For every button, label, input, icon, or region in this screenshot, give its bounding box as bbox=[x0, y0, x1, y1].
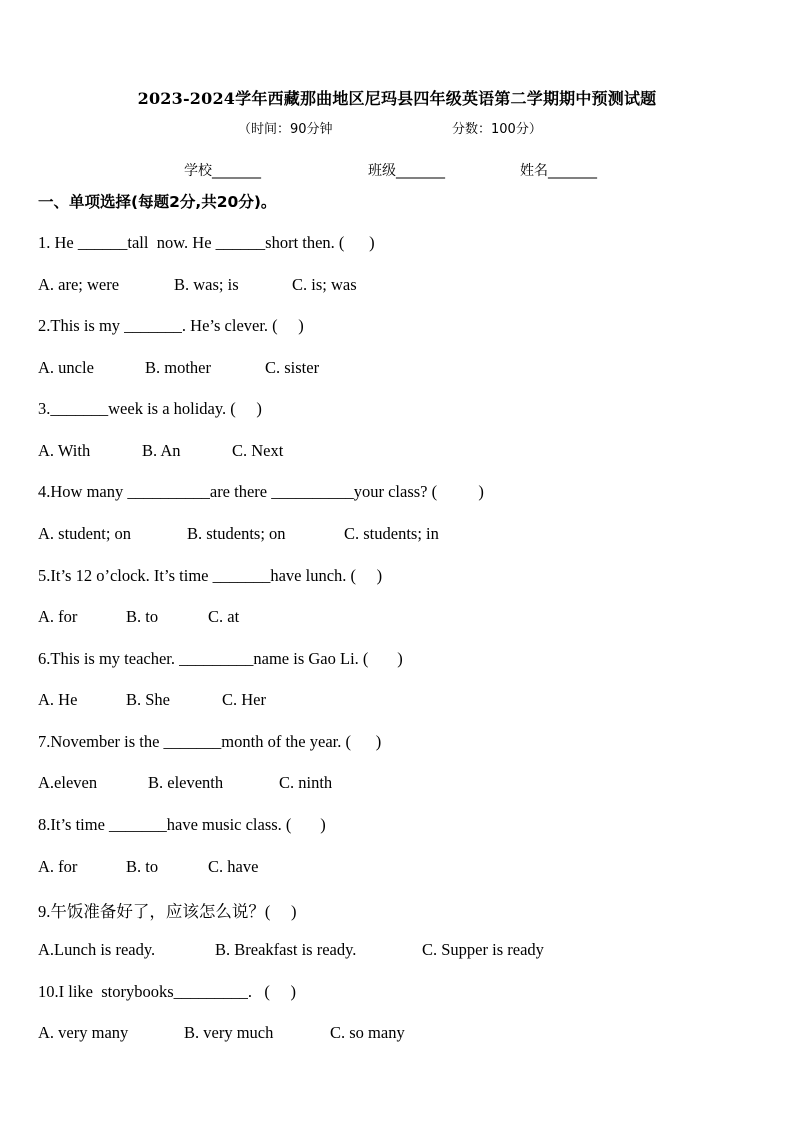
option-c: C. ninth bbox=[279, 773, 333, 792]
exam-title: 2023-2024学年西藏那曲地区尼玛县四年级英语第二学期期中预测试题 bbox=[137, 89, 657, 108]
option-b: B. mother bbox=[145, 358, 211, 377]
option-c: C. have bbox=[208, 857, 259, 876]
school-field: 学校_______ bbox=[184, 163, 261, 179]
option-a: A. very many bbox=[38, 1023, 129, 1042]
question-stem: 1. He ______tall now. He ______short then. ( ) bbox=[38, 233, 375, 252]
option-c: C. at bbox=[208, 607, 240, 626]
exam-score: 分数：100分） bbox=[452, 122, 542, 137]
option-b: B. An bbox=[142, 441, 181, 460]
option-c: C. Her bbox=[222, 690, 266, 709]
class-field: 班级_______ bbox=[368, 163, 445, 179]
option-a: A. for bbox=[38, 607, 78, 626]
option-a: A. uncle bbox=[38, 358, 94, 377]
option-a: A. With bbox=[38, 441, 91, 460]
option-a: A. He bbox=[38, 690, 78, 709]
option-b: B. She bbox=[126, 690, 171, 709]
option-c: C. sister bbox=[265, 358, 320, 377]
option-a: A.Lunch is ready. bbox=[38, 940, 156, 959]
option-b: B. Breakfast is ready. bbox=[215, 940, 357, 959]
option-b: B. to bbox=[126, 857, 159, 876]
question-stem: 10.I like storybooks_________. ( ) bbox=[38, 982, 297, 1001]
option-c: C. students; in bbox=[344, 524, 439, 543]
option-a: A.eleven bbox=[38, 773, 98, 792]
section-heading: 一、单项选择(每题2分,共20分)。 bbox=[38, 193, 277, 211]
option-a: A. are; were bbox=[38, 275, 120, 294]
question-stem: 7.November is the _______month of the year. ( ) bbox=[38, 732, 382, 751]
option-a: A. student; on bbox=[38, 524, 132, 543]
question-stem: 8.It’s time _______have music class. ( ) bbox=[38, 815, 326, 834]
option-b: B. eleventh bbox=[148, 773, 224, 792]
question-stem: 5.It’s 12 o’clock. It’s time _______have lunch. ( ) bbox=[38, 566, 383, 585]
option-c: C. so many bbox=[330, 1023, 405, 1042]
option-b: B. to bbox=[126, 607, 159, 626]
option-b: B. very much bbox=[184, 1023, 274, 1042]
option-b: B. was; is bbox=[174, 275, 239, 294]
option-c: C. Supper is ready bbox=[422, 940, 544, 959]
question-stem: 9.午饭准备好了，应该怎么说？( ) bbox=[38, 902, 297, 921]
option-b: B. students; on bbox=[187, 524, 286, 543]
question-stem: 6.This is my teacher. _________name is Gao Li. ( ) bbox=[38, 649, 403, 668]
option-a: A. for bbox=[38, 857, 78, 876]
question-stem: 3._______week is a holiday. ( ) bbox=[38, 399, 262, 418]
option-c: C. is; was bbox=[292, 275, 357, 294]
exam-time: （时间：90分钟 bbox=[238, 122, 333, 137]
option-c: C. Next bbox=[232, 441, 284, 460]
question-stem: 4.How many __________are there __________your class? ( ) bbox=[38, 482, 484, 501]
question-stem: 2.This is my _______. He’s clever. ( ) bbox=[38, 316, 304, 335]
name-field: 姓名_______ bbox=[520, 163, 597, 179]
